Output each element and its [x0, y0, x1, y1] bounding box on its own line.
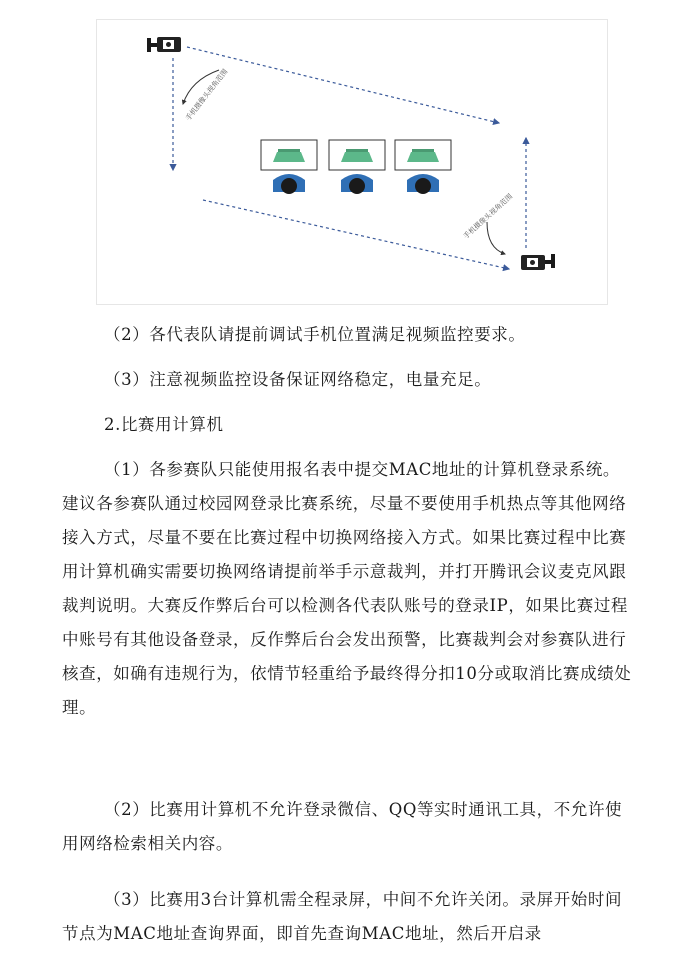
arrow-top-diagonal	[187, 47, 499, 123]
section-heading-computer: 2.比赛用计算机	[104, 415, 224, 434]
camera-icon-top-left	[147, 37, 181, 52]
paragraph-screen-recording: （3）比赛用3台计算机需全程录屏，中间不允许关闭。录屏开始时间节点为MAC地址查询界面，即首先查询MAC地址，然后开启录	[62, 890, 623, 943]
paragraph-no-messaging: （2）比赛用计算机不允许登录微信、QQ等实时通讯工具，不允许使用网络检索相关内容。	[62, 800, 623, 853]
view-range-label-top: 手机摄像头视角范围	[184, 67, 230, 123]
paragraph-network-stability: （3）注意视频监控设备保证网络稳定，电量充足。	[104, 370, 492, 389]
camera-layout-diagram	[96, 19, 608, 305]
view-range-label-bottom: 手机摄像头视角范围	[461, 192, 515, 241]
view-arc-bottom	[487, 222, 505, 254]
paragraph-mac-login-rules: （1）各参赛队只能使用报名表中提交MAC地址的计算机登录系统。建议各参赛队通过校园网登录比赛系统，尽量不要使用手机热点等其他网络接入方式，尽量不要在比赛过程中切换网络接入方式。如果比赛过程中比赛用计算机确实需要切换网络请提前举手示意裁判，并打开腾讯会议麦克风跟裁判说明。大赛反作弊后台可以检测各代表队账号的登录IP，如果比赛过程中账号有其他设备登录，反作弊后台会发出预警，比赛裁判会对参赛队进行核查，如确有违规行为，依情节轻重给予最终得分扣10分或取消比赛成绩处理。	[62, 460, 632, 717]
workstation-3	[395, 140, 451, 194]
diagram-svg	[97, 20, 609, 306]
paragraph-phone-position: （2）各代表队请提前调试手机位置满足视频监控要求。	[104, 325, 526, 344]
camera-icon-bottom-right	[521, 254, 555, 270]
workstation-2	[329, 140, 385, 194]
workstation-1	[261, 140, 317, 194]
